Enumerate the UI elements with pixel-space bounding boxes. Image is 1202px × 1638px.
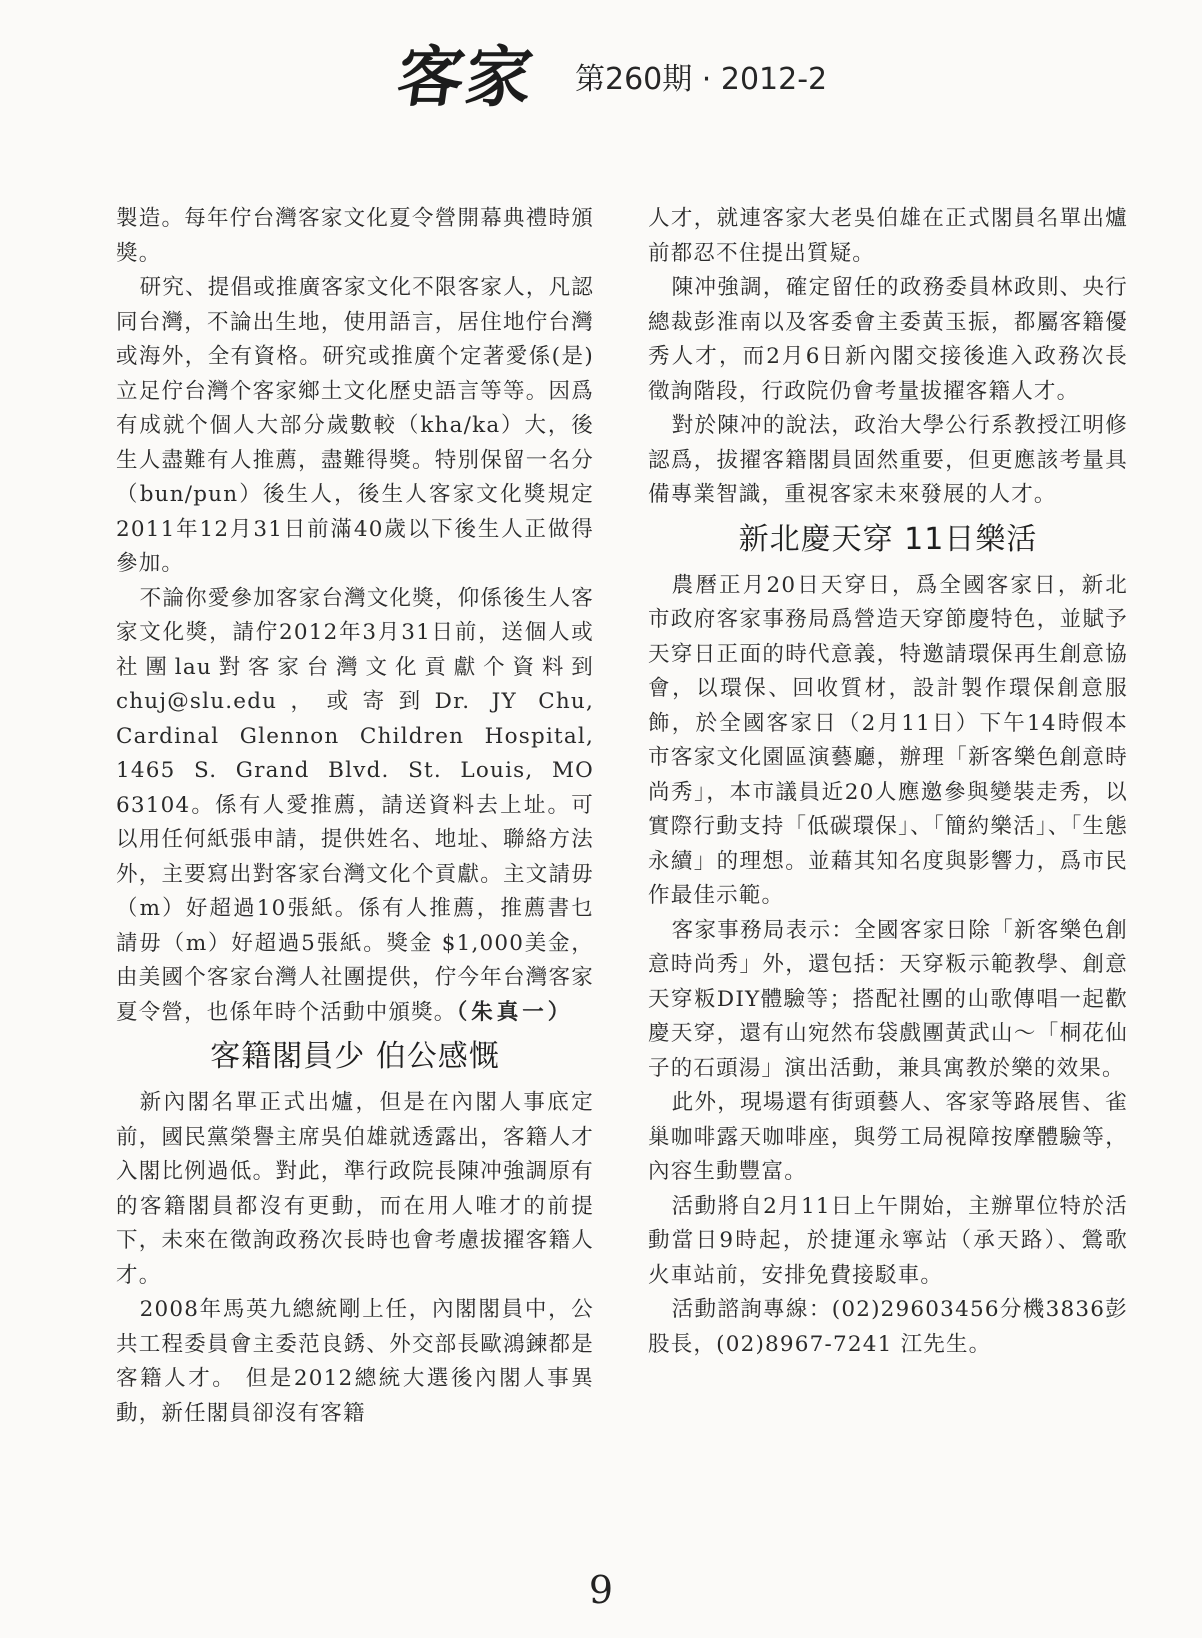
author-byline: （朱真一） <box>456 999 574 1025</box>
paragraph: 製造。每年佇台灣客家文化夏令營開幕典禮時頒獎。 <box>116 206 594 266</box>
paragraph: 2008年馬英九總統剛上任，內閣閣員中，公共工程委員會主委范良銹、外交部長歐鴻鍊都是客籍人才。 但是2012總統大選後內閣人事異動，新任閣員卻沒有客籍 <box>116 1297 594 1426</box>
masthead <box>0 38 1202 116</box>
paragraph: 活動諮詢專線：(02)29603456分機3836彭股長，(02)8967-7241 江先生。 <box>648 1297 1128 1357</box>
article-headline: 新北慶天穿 11日樂活 <box>738 521 1038 557</box>
article-headline: 客籍閣員少 伯公感慨 <box>210 1039 500 1074</box>
left-column <box>116 202 594 1431</box>
right-column <box>648 202 1128 1362</box>
paragraph: 新內閣名單正式出爐，但是在內閣人事底定前，國民黨榮譽主席吳伯雄就透露出，客籍人才入閣比例過低。對此，準行政院長陳冲強調原有的客籍閣員都沒有更動，而在用人唯才的前提下，未來在徵詢政務次長時也會考慮拔擢客籍人才。 <box>116 1090 594 1288</box>
paragraph-text: 不論你愛參加客家台灣文化獎，仰係後生人客家文化獎，請佇2012年3月31日前，送個人或社團lau對客家台灣文化貢獻个資料到chuj@slu.edu，或寄到Dr. JY Chu, Cardinal Glennon Children Hospital, 1465 S. Grand Blvd. St. Louis, MO 63104。係有人愛推薦，請送資料去上址。可以用任何紙張申請，提供姓名、地址、聯絡方法外，主要寫出對客家台灣文化个貢獻。主文請毋（m）好超過10張紙。係有人推薦，推薦書乜請毋（m）好超過5張紙。獎金 $1,000美金，由美國个客家台灣人社團提供，佇今年台灣客家夏令營，也係年時个活動中頒獎。 <box>116 585 594 1025</box>
paragraph: 此外，現場還有街頭藝人、客家等路展售、雀巢咖啡露天咖啡座，與勞工局視障按摩體驗等，內容生動豐富。 <box>648 1090 1128 1184</box>
paragraph: 研究、提倡或推廣客家文化不限客家人，凡認同台灣，不論出生地，使用語言，居住地佇台灣或海外，全有資格。研究或推廣个定著愛係(是)立足佇台灣个客家鄉土文化歷史語言等等。因爲有成就个個人大部分歲數較（kha/ka）大，後生人盡難有人推薦，盡難得獎。特別保留一名分（bun/pun）後生人，後生人客家文化獎規定2011年12月31日前滿40歲以下後生人正做得參加。 <box>116 275 594 576</box>
paragraph: 客家事務局表示：全國客家日除「新客樂色創意時尚秀」外，還包括：天穿粄示範教學、創意天穿粄DIY體驗等；搭配社團的山歌傳唱一起歡慶天穿，還有山宛然布袋戲團黃武山～「桐花仙子的石頭湯」演出活動，兼具寓教於樂的效果。 <box>648 917 1128 1081</box>
issue-info: 第260期 · 2012-2 <box>575 62 828 97</box>
page-number: 9 <box>588 1568 614 1612</box>
paragraph: 陳冲強調，確定留任的政務委員林政則、央行總裁彭淮南以及客委會主委黃玉振，都屬客籍優秀人才，而2月6日新內閣交接後進入政務次長徵詢階段，行政院仍會考量拔擢客籍人才。 <box>648 275 1128 404</box>
paragraph: 活動將自2月11日上午開始，主辦單位特於活動當日9時起，於捷運永寧站（承天路）、鶯歌火車站前，安排免費接駁車。 <box>648 1193 1128 1288</box>
paragraph: 農曆正月20日天穿日，爲全國客家日，新北市政府客家事務局爲營造天穿節慶特色，並賦予天穿日正面的時代意義，特邀請環保再生創意協會，以環保、回收質材，設計製作環保創意服飾，於全國客家日（2月11日）下午14時假本市客家文化園區演藝廳，辦理「新客樂色創意時尚秀」，本市議員近20人應邀參與變裝走秀，以實際行動支持「低碳環保」、「簡約樂活」、「生態永續」的理想。並藉其知名度與影響力，爲市民作最佳示範。 <box>648 572 1128 908</box>
paragraph: 人才，就連客家大老吳伯雄在正式閣員名單出爐前都忍不住提出質疑。 <box>648 206 1128 266</box>
paragraph <box>116 582 594 1031</box>
paragraph: 對於陳冲的說法，政治大學公行系教授江明修認爲，拔擢客籍閣員固然重要，但更應該考量具備專業智識，重視客家未來發展的人才。 <box>648 413 1128 507</box>
magazine-logo: 客家 <box>392 38 540 116</box>
